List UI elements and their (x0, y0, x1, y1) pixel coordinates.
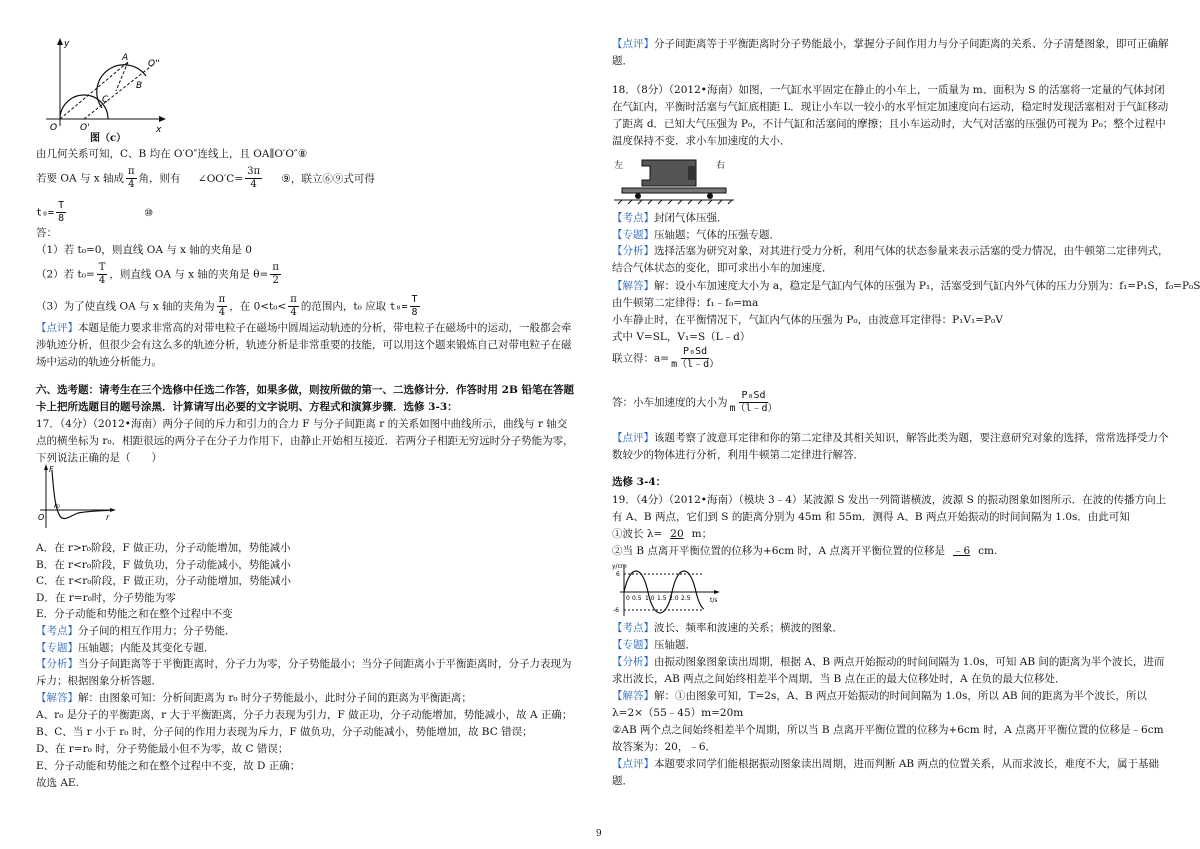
comment-text: 本题是能力要求非常高的对带电粒子在磁场中圆周运动轨迹的分析，带电粒子在磁场中的运动，一般都会牵涉轨迹分析，但很少会有这么多的轨迹分析，轨迹分析是非常重要的技能，可以用这个题来锻炼自己对带电粒子在磁场中运动的轨迹分析能力。 (36, 322, 572, 368)
jieda-6: 故选 AE. (36, 777, 79, 789)
g19-y: y/cm (612, 563, 627, 570)
question-19: 19．（4分）（2012•海南）（模块 3﹣4）某波源 S 发出一列简谐横波，波源 S 的振动图象如图所示．在波的传播方向上有 A、B 两点，它们到 S 的距离分别为 45m 和 55m．测得 A、B 两点开始振动的时间间隔为 1.0s．由此可知 (612, 494, 1167, 523)
r-comment-tag: 【点评】 (612, 38, 654, 50)
frac-den: 4 (218, 307, 226, 318)
g19-p6: 6 (616, 571, 620, 578)
graph-17 (36, 464, 116, 530)
g19-t15: 1.5 (657, 595, 667, 602)
q19-1-answer: 20 (670, 528, 684, 540)
ans3-pre: （3）为了使直线 OA 与 x 轴的夹角为 (36, 300, 215, 313)
comment2-text: 该题考察了波意耳定律和你的第二定律及其相关知识，解答此类为题，要注意研究对象的选择，常常选择受力个数较少的物体进行分析，利用牛顿第二定律进行解答． (612, 432, 1169, 461)
ans-label: 答： (36, 227, 57, 239)
q19-part1 (612, 526, 712, 543)
g17-r: r (106, 513, 110, 522)
g19-t05: 0.5 (632, 595, 642, 602)
jieda-1: 解：由图象可知：分析间距离为 r₀ 时分子势能最小，此时分子间的距离为平衡距离； (78, 692, 472, 704)
kaodian (36, 623, 236, 640)
r-jieda (612, 278, 1200, 295)
ans1: （1）若 t₀=0，则直线 OA 与 x 轴的夹角是 0 (36, 244, 252, 256)
r-z2 (612, 637, 696, 654)
k2-text: 波长、频率和波速的关系；横波的图象． (654, 622, 843, 634)
kaodian-text: 封闭气体压强． (654, 212, 728, 224)
jieda-1: 解：设小车加速度大小为 a，稳定是气缸内气体的压强为 P₁，活塞受到气缸内外气体的压力分别为：f₁=P₁S，f₀=P₀S (654, 280, 1200, 292)
f2-text: 由振动图象图象读出周期，根据 A、B 两点开始振动的时间间隔为 1.0s，可知 AB 间的距离为半个波长，进而求出波长，AB 两点之间始终相差半个周期，当 B 点在正的最大位移处时，A 在负的最大位移处． (612, 656, 1165, 685)
q19-2-answer: ﹣6 (952, 545, 971, 557)
q19-1-post: m； (691, 528, 713, 540)
option-a: A．在 r>r₀阶段，F 做正功，分子动能增加，势能减小 (36, 542, 291, 554)
r-j2-2: ②AB 两个点之间始终相差半个周期，所以当 B 点离开平衡位置的位移为+6cm 时，A 点离开平衡位置的位移是﹣6cm (612, 724, 1164, 736)
fig-c-line-oo (84, 64, 154, 119)
ans3 (36, 294, 422, 319)
jieda-tag: 【解答】 (36, 692, 78, 704)
frac-den: 4 (290, 307, 297, 318)
fenxi-text: 当分子间距离等于平衡距离时，分子力为零，分子势能最小；当分子间距离小于平衡距离时，分子力表现为斥力；根据图象分析答题． (36, 658, 572, 687)
frac-num: T (411, 294, 418, 305)
frac-den: 8 (58, 213, 65, 224)
frac-num: T (98, 262, 106, 273)
line2-post: ⑨，联立⑥⑨式可得 (281, 172, 375, 185)
frac-den: m（l﹣d） (729, 403, 778, 414)
fig18-right: 右 (716, 161, 726, 171)
r-j2 (612, 688, 1172, 722)
r-fenxi (612, 243, 1172, 277)
fig-c-c: C (102, 95, 109, 105)
frac-den: 4 (128, 179, 135, 190)
r-kaodian (612, 210, 728, 227)
ans2 (36, 262, 283, 287)
fig-c-line-oa (60, 62, 128, 119)
g19-t: t/s (710, 597, 718, 604)
r-j2-3: 故答案为：20，﹣6． (612, 741, 717, 753)
kaodian-tag: 【考点】 (36, 625, 78, 637)
ans2-frac (97, 262, 108, 287)
r-k2 (612, 620, 843, 637)
fenxi (36, 656, 576, 690)
q19-2-pre: ②当 B 点离开平衡位置的位移为+6cm 时，A 点离开平衡位置的位移是 (612, 545, 945, 557)
g17-r0: r₀ (54, 502, 60, 510)
fig-c-x: x (156, 125, 162, 135)
fig-c-o2: O'' (148, 59, 161, 69)
line2-mid: 角，则有 (138, 172, 181, 185)
line2-pre: 若要 OA 与 x 轴成 (36, 172, 124, 185)
line2-frac2 (245, 166, 262, 191)
g19-o: 0 (626, 595, 630, 602)
fenxi-tag: 【分析】 (612, 245, 654, 257)
frac-num: π (272, 262, 279, 273)
jieda-2: A、r₀ 是分子的平衡距离，r 大于平衡距离，分子力表现为引力，F 做正功，分子动能增加，势能减小，故 A 正确； (36, 709, 573, 721)
fig-c-y-arrow (57, 38, 63, 45)
g19-t25: 2.5 (681, 595, 691, 602)
g19-t10: 1.0 (645, 595, 655, 602)
fig-c-a: A (122, 53, 129, 63)
line3-frac (56, 200, 66, 225)
line3-t: t₀= (36, 207, 55, 219)
g19-t-arrow (714, 590, 720, 594)
g17-f-arrow (44, 464, 48, 470)
ans3-frac (217, 294, 228, 319)
fig-c-oprime: O' (80, 123, 90, 133)
jieda (36, 690, 472, 707)
r-jieda-3: 小车静止时，在平衡情况下，气缸内气体的压强为 P₀，由波意耳定律得：P₁V₁=P₀V (612, 314, 1003, 326)
comment (36, 320, 576, 371)
frac-num: π (127, 166, 135, 177)
frac-den: 8 (411, 307, 418, 318)
q19-part2 (612, 543, 997, 560)
jieda-tag: 【解答】 (612, 280, 654, 292)
fig18-cylinder (642, 160, 696, 186)
frac-num: P₀Sd (741, 390, 766, 401)
answer-line (612, 390, 780, 415)
fig18-wheel-left (635, 193, 641, 199)
frac-den: 2 (272, 275, 279, 286)
fig18-left: 左 (614, 161, 624, 171)
left-line3 (36, 200, 153, 225)
comment-tag: 【点评】 (36, 322, 78, 334)
q19-2-post: cm. (978, 545, 998, 557)
ans3-mid: ，在 0<t₀< (229, 300, 287, 313)
q19-1-pre: ①波长 λ= (612, 528, 663, 540)
g19-n6: -6 (613, 607, 619, 614)
solve-frac (671, 346, 719, 371)
fig18-wheel-right (707, 193, 713, 199)
fig18-piston (688, 166, 696, 180)
fig18-cart (622, 188, 726, 193)
fig18-hatch (618, 200, 732, 204)
fenxi-tag: 【分析】 (36, 658, 78, 670)
figure-18 (612, 156, 752, 206)
g19-t20: 2.0 (669, 595, 679, 602)
ans2-post: ，则直线 OA 与 x 轴的夹角是 θ= (109, 268, 269, 281)
comment2-tag: 【点评】 (612, 432, 654, 444)
page-number: 9 (596, 829, 602, 839)
line3-mark: ⑩ (144, 207, 154, 219)
r-jieda-2: 由牛顿第二定律得：f₁﹣f₀=ma (612, 297, 759, 309)
zhuanti-text: 压轴题；气体的压强专题． (654, 229, 780, 241)
ans2-frac2 (270, 262, 281, 287)
section-34: 选修 3-4： (612, 476, 667, 488)
kaodian-tag: 【考点】 (612, 212, 654, 224)
frac-num: 3π (247, 166, 261, 177)
frac-num: T (58, 200, 65, 211)
j2-1: 解：①由图象可知，T=2s，A、B 两点开始振动的时间间隔为 1.0s，所以 AB 间的距离为半个波长，所以 λ=2×（55﹣45）m=20m (612, 690, 1147, 719)
fig-c-b: B (136, 81, 143, 91)
c3-text: 本题要求同学们能根据振动图象读出周期，进而判断 AB 两点的位置关系，从而求波长，难度不大，属于基础题． (612, 758, 1159, 787)
k2-tag: 【考点】 (612, 622, 654, 634)
jieda-4: D、在 r=r₀ 时，分子势能最小但不为零，故 C 错误； (36, 743, 289, 755)
r-comment2 (612, 430, 1172, 464)
question-17: 17．（4分）（2012•海南）两分子间的斥力和引力的合力 F 与分子间距离 r 的关系如图中曲线所示，曲线与 r 轴交点的横坐标为 r₀．相距很远的两分子在分子力作用下，由静止开始相互接近．若两分子相距无穷远时分子势能为零，下列说法正确的是（ ） (36, 418, 574, 464)
solve-pre: 联立得：a= (612, 352, 670, 365)
g17-f: F (49, 465, 54, 474)
ans3-mid2: 的范围内，t₀ 应取 (300, 300, 387, 313)
g17-o: O (38, 513, 45, 522)
fig-c-y: y (64, 39, 70, 49)
option-b: B．在 r<r₀阶段，F 做负功，分子动能减小，势能减小 (36, 559, 291, 571)
solve-line (612, 346, 721, 371)
j2-tag: 【解答】 (612, 690, 654, 702)
option-c: C．在 r<r₀阶段，F 做正功，分子动能增加，势能减小 (36, 575, 292, 587)
kaodian-text: 分子间的相互作用力；分子势能． (78, 625, 236, 637)
frac-den: 4 (98, 275, 106, 286)
zhuanti-tag: 【专题】 (612, 229, 654, 241)
jieda-3: B、C、当 r 小于 r₀ 时，分子间的作用力表现为斥力，F 做负功，分子动能减小，势能增加，故 BC 错误； (36, 726, 533, 738)
r-comment-text: 分子间距离等于平衡距离时分子势能最小，掌握分子间作用力与分子间距离的关系、分子清楚图象，即可正确解题． (612, 38, 1169, 67)
r-zhuanti (612, 227, 780, 244)
left-line2 (36, 166, 375, 191)
r-jieda-4: 式中 V=SL，V₁=S（L﹣d） (612, 331, 751, 343)
ans2-pre: （2）若 t₀= (36, 268, 95, 281)
frac-num: π (218, 294, 226, 305)
frac-den: m（l﹣d） (671, 359, 720, 370)
question-18: 18．（8分）（2012•海南）如图，一气缸水平固定在静止的小车上，一质量为 m、面积为 S 的活塞将一定量的气体封闭在气缸内，平衡时活塞与气缸底相距 L．现让小车以一较小的水平恒定加速度向右运动，稳定时发现活塞相对于气缸移动了距离 d．已知大气压强为 P₀，不计气缸和活塞间的摩擦；且小车运动时，大气对活塞的压强仍可视为 P₀；整个过程中温度保持不变．求小车加速度的大小． (612, 84, 1169, 147)
r-c3 (612, 756, 1172, 790)
frac-num: P₀Sd (683, 346, 708, 357)
section-title: 六、选考题：请考生在三个选修中任选二作答，如果多做，则按所做的第一、二选修计分．作答时用 2B 铅笔在答题卡上把所选题目的题号涂黑．计算请写出必要的文字说明、方程式和演算步骤．选修 3-3： (36, 384, 574, 413)
ans3-frac2 (288, 294, 299, 319)
zhuanti (36, 640, 215, 657)
r-comment (612, 36, 1172, 70)
line2-angle: ∠OO′C= (197, 172, 244, 185)
jieda-5: E、分子动能和势能之和在整个过程中不变，故 D 正确； (36, 760, 301, 772)
left-line1: 由几何关系可知，C、B 均在 O′O″连线上，且 OA∥O′O″⑧ (36, 148, 308, 160)
line2-frac (126, 166, 137, 191)
option-d: D．在 r=r₀时，分子势能为零 (36, 592, 176, 604)
zhuanti-tag: 【专题】 (36, 642, 78, 654)
g17-curve (52, 470, 112, 519)
fig-c-line-ac (116, 62, 128, 91)
answer-pre: 答：小车加速度的大小为 (612, 396, 728, 409)
answer-frac (730, 390, 778, 415)
c3-tag: 【点评】 (612, 758, 654, 770)
ans3-t: t₀= (389, 301, 408, 313)
z2-text: 压轴题． (654, 639, 696, 651)
frac-den: 4 (250, 179, 257, 190)
fig-c-o: O (50, 123, 58, 133)
f2-tag: 【分析】 (612, 656, 654, 668)
ans3-frac3 (410, 294, 420, 319)
frac-num: π (290, 294, 297, 305)
graph-19 (612, 562, 724, 618)
fig-c-x-arrow (159, 116, 166, 122)
zhuanti-text: 压轴题；内能及其变化专题． (78, 642, 215, 654)
fenxi-text: 选择活塞为研究对象，对其进行受力分析，利用气体的状态参量来表示活塞的受力情况，由牛顿第二定律列式，结合气体状态的变化，即可求出小车的加速度． (612, 245, 1169, 274)
fig-c-caption: 图（c） (90, 133, 127, 144)
r-f2 (612, 654, 1172, 688)
option-e: E．分子动能和势能之和在整个过程中不变 (36, 608, 233, 620)
z2-tag: 【专题】 (612, 639, 654, 651)
